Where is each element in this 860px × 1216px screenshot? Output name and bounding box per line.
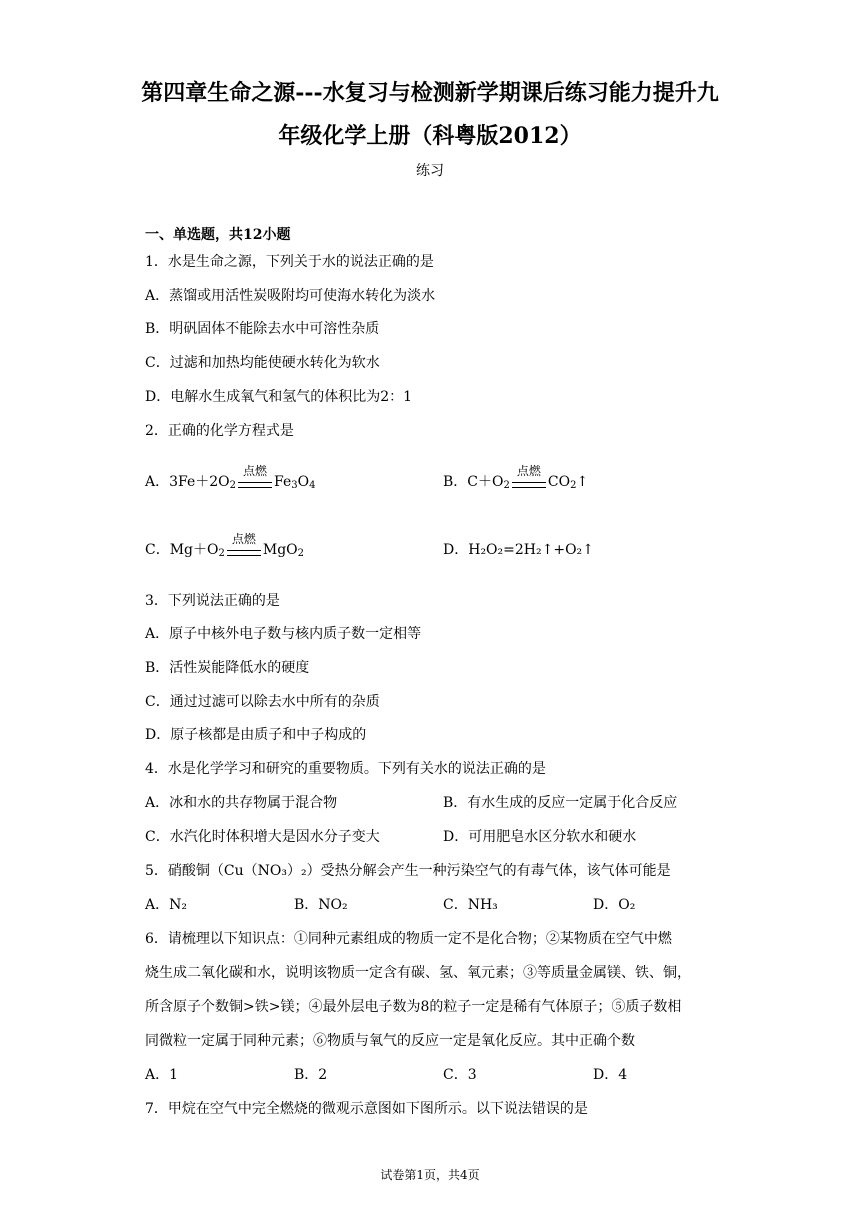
page-title-line1: 第四章生命之源---水复习与检测新学期课后练习能力提升九	[141, 80, 719, 106]
reaction-condition: 点燃	[236, 476, 274, 496]
q5-option-b: B．NO₂	[294, 897, 348, 913]
q6-stem-line1: 6．请梳理以下知识点：①同种元素组成的物质一定不是化合物；②某物质在空气中燃	[145, 931, 672, 947]
q6-stem-line4: 同微粒一定属于同种元素；⑥物质与氧气的反应一定是氧化反应。其中正确个数	[145, 1033, 635, 1049]
q6-stem-line3: 所含原子个数铜>铁>镁；④最外层电子数为8的粒子一定是稀有气体原子；⑤质子数相	[145, 999, 682, 1015]
q1-option-d: D．电解水生成氧气和氢气的体积比为2：1	[145, 389, 413, 405]
page-subtitle: 练习	[416, 163, 444, 179]
q5-option-a: A．N₂	[145, 897, 187, 913]
q7-stem: 7．甲烷在空气中完全燃烧的微观示意图如下图所示。以下说法错误的是	[145, 1101, 588, 1117]
q6-stem-line2: 烧生成二氧化碳和水，说明该物质一定含有碳、氢、氧元素；③等质量金属镁、铁、铜，	[145, 965, 691, 981]
q2-option-c: C．$Mg+O_2$ 点燃 MgO$_2$	[145, 540, 304, 564]
q6-option-c: C．3	[443, 1067, 477, 1083]
q2-option-b: B．$C+O_2$ 点燃 $CO_2↑$	[443, 472, 588, 496]
reaction-condition: 点燃	[225, 544, 263, 564]
q6-option-b: B．2	[294, 1067, 328, 1083]
q3-stem: 3．下列说法正确的是	[145, 593, 280, 609]
reaction-condition: 点燃	[510, 476, 548, 496]
q1-option-b: B．明矾固体不能除去水中可溶性杂质	[145, 321, 380, 337]
q1-option-a: A．蒸馏或用活性炭吸附均可使海水转化为淡水	[145, 288, 436, 304]
q4-stem: 4．水是化学学习和研究的重要物质。下列有关水的说法正确的是	[145, 761, 546, 777]
q5-stem: 5．硝酸铜（Cu（NO₃）₂）受热分解会产生一种污染空气的有毒气体，该气体可能是	[145, 863, 671, 879]
q4-option-d: D．可用肥皂水区分软水和硬水	[443, 829, 637, 845]
q1-stem: 1．水是生命之源，下列关于水的说法正确的是	[145, 254, 434, 270]
q3-option-a: A．原子中核外电子数与核内质子数一定相等	[145, 626, 422, 642]
q5-option-d: D．O₂	[593, 897, 636, 913]
q3-option-b: B．活性炭能降低水的硬度	[145, 660, 310, 676]
q3-option-c: C．通过过滤可以除去水中所有的杂质	[145, 694, 380, 710]
q4-option-a: A．冰和水的共存物属于混合物	[145, 795, 338, 811]
q2-stem: 2．正确的化学方程式是	[145, 423, 294, 439]
q6-option-d: D．4	[593, 1067, 628, 1083]
q4-option-c: C．水汽化时体积增大是因水分子变大	[145, 829, 380, 845]
q3-option-d: D．原子核都是由质子和中子构成的	[145, 727, 367, 743]
q5-option-c: C．NH₃	[443, 897, 498, 913]
page-title-line2: 年级化学上册（科粤版2012）	[278, 123, 582, 149]
q4-option-b: B．有水生成的反应一定属于化合反应	[443, 795, 678, 811]
section-heading: 一、单选题，共12小题	[145, 227, 291, 243]
q6-option-a: A．1	[145, 1067, 179, 1083]
q2-option-a: A．$3Fe+2O_2$ 点燃 $Fe_3O_4$	[145, 472, 316, 496]
q2-option-d: D．H₂O₂=2H₂↑+O₂↑	[443, 542, 594, 558]
page-footer: 试卷第1页，共4页	[380, 1168, 480, 1182]
q1-option-c: C．过滤和加热均能使硬水转化为软水	[145, 355, 380, 371]
